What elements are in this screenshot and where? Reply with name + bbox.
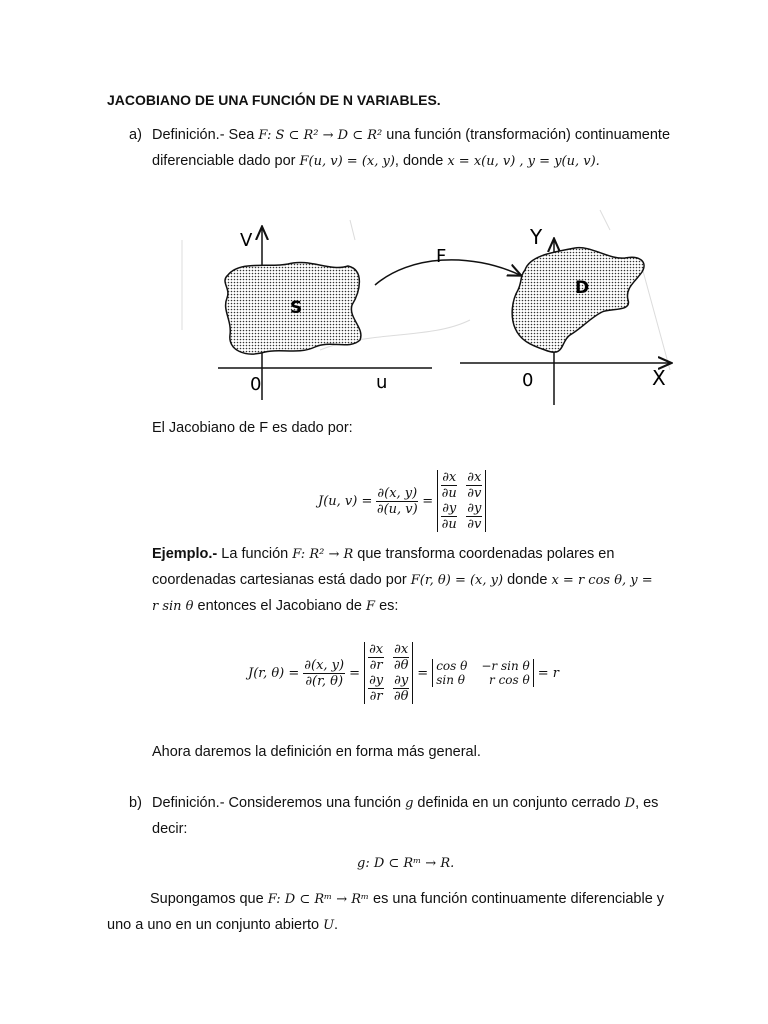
section-a-line2: [152, 146, 600, 177]
text: , es: [635, 795, 659, 811]
cell: ∂v: [467, 486, 482, 501]
right-vertical-axis-label: Y: [530, 225, 543, 249]
trig-determinant: [432, 659, 534, 687]
lhs: J(u, v) =: [318, 493, 373, 509]
math: g: [405, 796, 414, 811]
cell: −r sin θ: [481, 659, 530, 673]
jacobian-formula-uv: [318, 470, 486, 532]
left-horizontal-axis-label: u: [376, 372, 388, 393]
section-b-line1: [152, 788, 658, 819]
partials-matrix: [441, 470, 482, 532]
cell: ∂r: [369, 689, 383, 704]
cell: ∂u: [441, 517, 457, 532]
region-d-shape: [512, 248, 644, 353]
lhs: J(r, θ) =: [248, 665, 300, 681]
section-a-marker: a): [129, 127, 142, 143]
equals: =: [417, 665, 429, 681]
cell: ∂r: [369, 658, 383, 673]
section-b-line2: decir:: [152, 821, 188, 837]
equals: =: [349, 665, 361, 681]
left-origin-label: 0: [250, 374, 262, 395]
math: F: [366, 599, 376, 614]
cell: ∂v: [467, 517, 482, 532]
map-label: F: [436, 246, 447, 267]
math: F(r, θ) = (x, y): [410, 573, 504, 588]
text: definida en un conjunto cerrado: [413, 795, 625, 811]
right-origin-label: 0: [522, 370, 534, 391]
text: .: [334, 917, 339, 933]
math: x = x(u, v) , y = y(u, v).: [447, 154, 600, 169]
determinant: [437, 470, 486, 532]
result: = r: [537, 665, 560, 681]
text: Definición.- Consideremos una función: [152, 795, 406, 811]
text: que transforma coordenadas polares en: [353, 546, 615, 562]
math: x = r cos θ, y =: [551, 573, 653, 588]
text: La función: [217, 546, 293, 562]
cell: ∂y: [467, 501, 482, 516]
numerator: ∂(x, y): [377, 485, 418, 501]
cell: ∂y: [442, 501, 457, 516]
trig-matrix: [436, 659, 530, 687]
fraction: [376, 486, 418, 517]
cell: cos θ: [436, 659, 468, 673]
math: F(u, v) = (x, y): [299, 154, 395, 169]
region-d-label: D: [575, 278, 590, 298]
math: D: [624, 796, 636, 811]
cell: ∂x: [467, 470, 482, 485]
text: Definición.- Sea: [152, 127, 259, 143]
text: es:: [375, 598, 399, 614]
math: U: [323, 918, 335, 933]
text: Supongamos que: [150, 891, 268, 907]
math: r sin θ: [152, 599, 194, 614]
text: , donde: [394, 153, 448, 169]
equals: =: [422, 493, 434, 509]
denominator: ∂(u, v): [376, 501, 418, 517]
cell: ∂u: [441, 486, 457, 501]
right-horizontal-axis-label: X: [652, 366, 666, 390]
example-label: Ejemplo.-: [152, 546, 218, 562]
fraction: [303, 658, 345, 689]
jacobian-intro: El Jacobiano de F es dado por:: [152, 420, 353, 436]
text: entonces el Jacobiano de: [193, 598, 367, 614]
text: donde: [503, 572, 552, 588]
math: F: S ⊂ R² → D ⊂ R²: [258, 128, 383, 143]
last-line: [107, 910, 338, 941]
cell: ∂θ: [393, 658, 409, 673]
example-line3: [152, 591, 398, 622]
denominator: ∂(r, θ): [305, 673, 344, 689]
left-vertical-axis-label: V: [240, 230, 253, 251]
math: F: R² → R: [292, 547, 354, 562]
general-note: Ahora daremos la definición en forma más general.: [152, 744, 481, 760]
cell: ∂y: [369, 673, 384, 688]
cell: ∂θ: [393, 689, 409, 704]
text: uno a uno en un conjunto abierto: [107, 917, 324, 933]
cell: sin θ: [436, 673, 465, 687]
text: diferenciable dado por: [152, 153, 300, 169]
cell: ∂y: [394, 673, 409, 688]
determinant: [364, 642, 413, 704]
transformation-figure: [170, 200, 690, 420]
cell: ∂x: [369, 642, 384, 657]
jacobian-formula-polar: [248, 642, 559, 704]
math: F: D ⊂ Rᵐ → Rᵐ: [267, 892, 370, 907]
section-b-marker: b): [129, 795, 142, 811]
region-s-text: S: [290, 298, 303, 318]
partials-matrix: [368, 642, 409, 704]
cell: ∂x: [442, 470, 457, 485]
map-arrow: [375, 260, 520, 285]
numerator: ∂(x, y): [304, 657, 345, 673]
cell: r cos θ: [489, 673, 530, 687]
centered-math: g: D ⊂ Rᵐ → R.: [357, 856, 455, 871]
text: es una función continuamente diferenciable y: [369, 891, 665, 907]
text: coordenadas cartesianas está dado por: [152, 572, 411, 588]
page-title: JACOBIANO DE UNA FUNCIÓN DE N VARIABLES.: [107, 92, 441, 108]
cell: ∂x: [394, 642, 409, 657]
text: una función (transformación) continuamente: [382, 127, 671, 143]
